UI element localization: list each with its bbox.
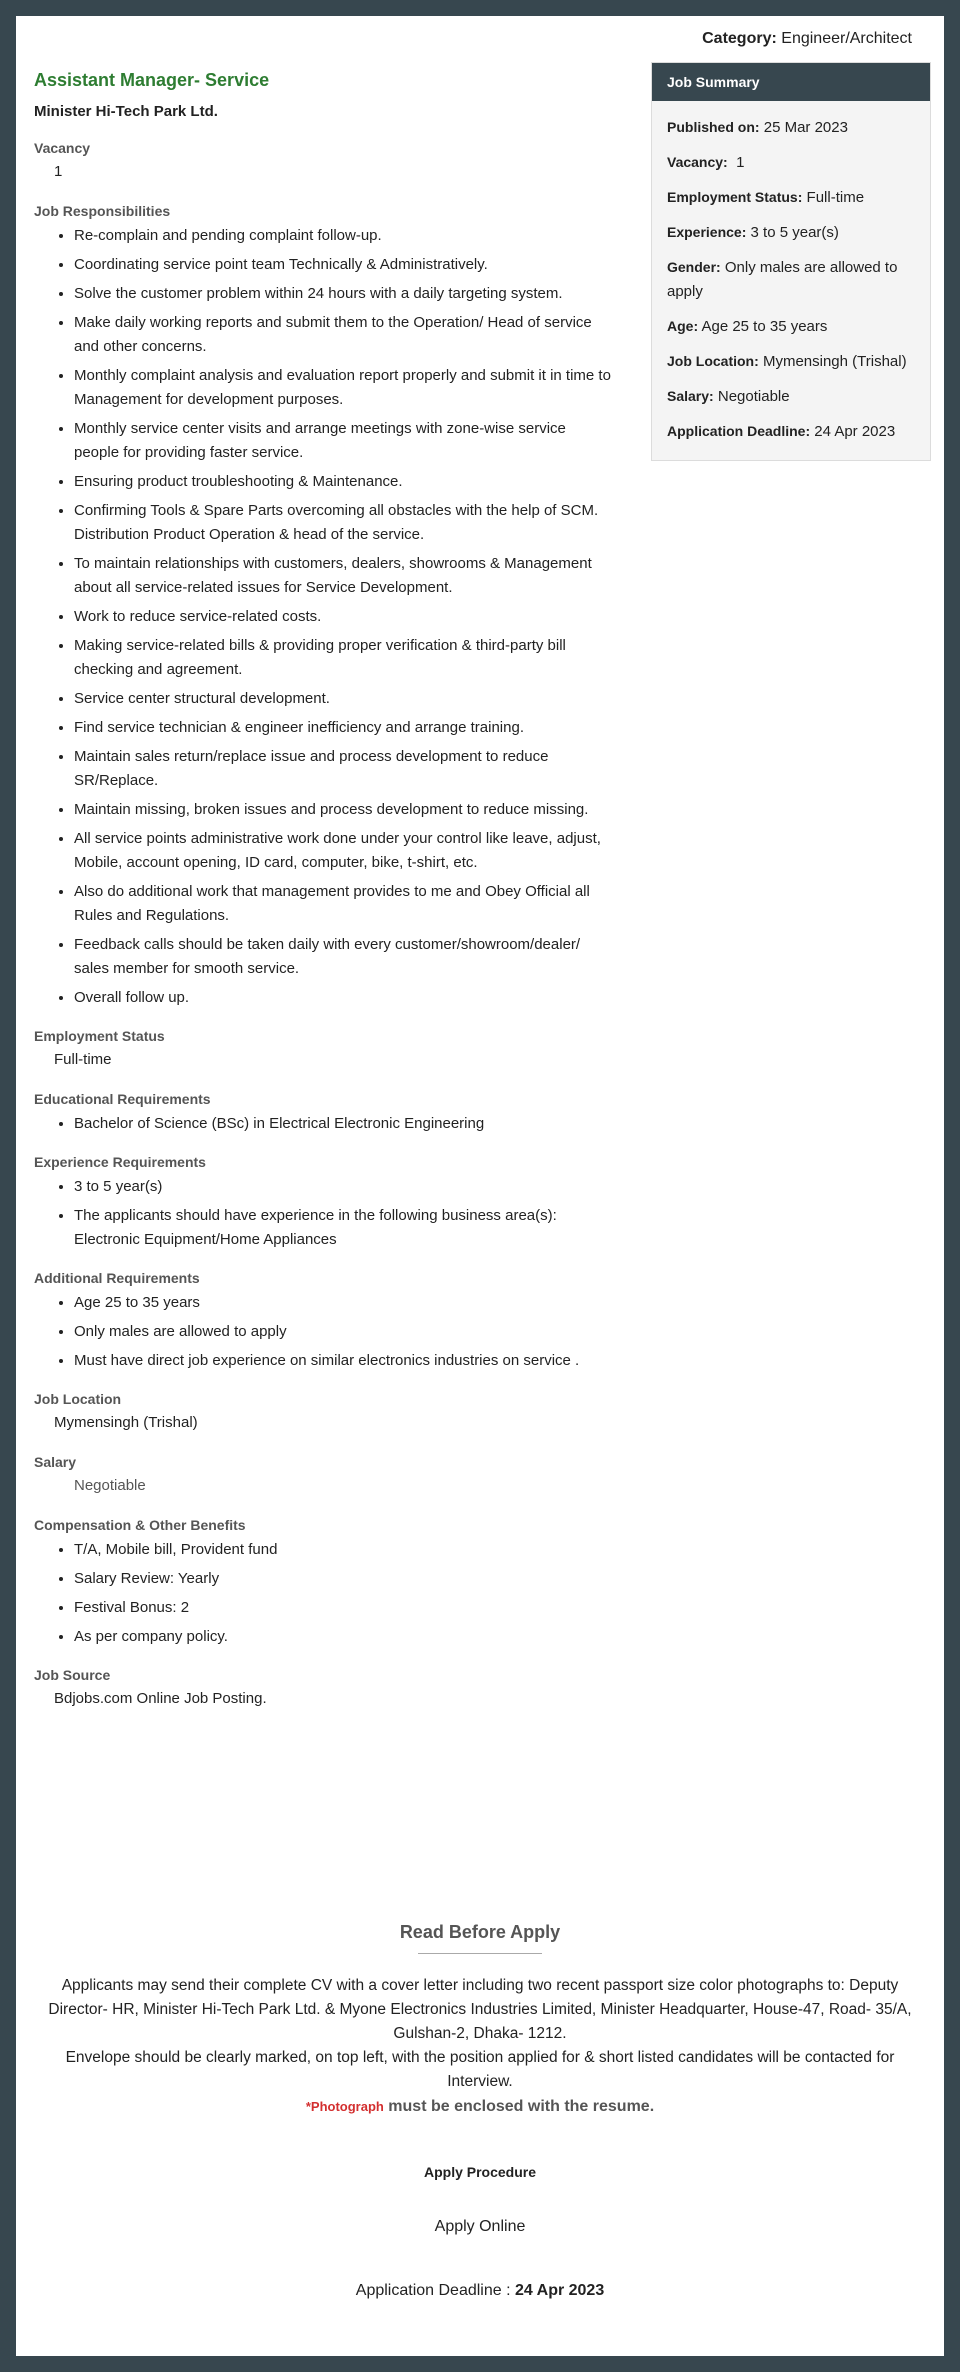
list-item: • Solve the customer problem within 24 hours with a daily targeting system. <box>74 282 614 306</box>
apply-procedure-heading: Apply Procedure <box>423 2164 537 2180</box>
photograph-label: *Photograph <box>305 2099 384 2114</box>
list-item: • Confirming Tools & Spare Parts overcoming all obstacles with the help of SCM. Distribution Product Operation & head of the service. <box>74 499 614 547</box>
benefits-heading: Compensation & Other Benefits <box>34 1517 246 1533</box>
summary-row-gender <box>667 255 915 304</box>
job-summary-heading: Job Summary <box>652 63 930 101</box>
experience-area-intro: The applicants should have experience in the following business area(s): <box>74 1207 557 1224</box>
list-item: • As per company policy. <box>74 1625 614 1649</box>
summary-row-vacancy <box>667 150 915 175</box>
summary-row-deadline <box>667 419 915 444</box>
summary-label: Published on: <box>667 119 760 135</box>
list-item: • T/A, Mobile bill, Provident fund <box>74 1538 614 1562</box>
envelope-instructions: Envelope should be clearly marked, on top left, with the position applied for & short listed candidates will be contacted for Interview. <box>65 2049 895 2090</box>
list-item: • Feedback calls should be taken daily with every customer/showroom/dealer/ sales member for smooth service. <box>74 933 614 981</box>
application-deadline <box>34 2282 926 2300</box>
summary-value: 3 to 5 year(s) <box>750 224 839 241</box>
company-name: Minister Hi-Tech Park Ltd. <box>34 103 218 120</box>
summary-label: Age: <box>667 318 699 334</box>
read-before-apply-heading: Read Before Apply <box>399 1922 561 1942</box>
list-item: • Age 25 to 35 years <box>74 1291 614 1315</box>
list-item: • To maintain relationships with customers, dealers, showrooms & Management about all service-related issues for Service Development. <box>74 552 614 600</box>
job-summary-panel <box>651 62 931 461</box>
summary-row-experience <box>667 220 915 245</box>
category-label: Category: <box>702 30 777 47</box>
summary-value: 1 <box>736 154 745 171</box>
divider <box>418 1953 542 1954</box>
job-details <box>34 70 614 1730</box>
job-title: Assistant Manager- Service <box>34 70 270 90</box>
list-item: • Must have direct job experience on similar electronics industries on service . <box>74 1349 614 1373</box>
summary-value: Negotiable <box>717 388 790 405</box>
experience-area-value: Electronic Equipment/Home Appliances <box>74 1231 337 1248</box>
list-item: • 3 to 5 year(s) <box>74 1175 614 1199</box>
job-posting-page <box>16 16 944 2356</box>
employment-status-value: Full-time <box>54 1051 112 1068</box>
summary-label: Experience: <box>667 224 747 240</box>
responsibilities-heading: Job Responsibilities <box>34 203 171 219</box>
list-item <box>74 1204 614 1252</box>
list-item: • Ensuring product troubleshooting & Maintenance. <box>74 470 614 494</box>
list-item: • Making service-related bills & providing proper verification & third-party bill checking and agreement. <box>74 634 614 682</box>
list-item: • Salary Review: Yearly <box>74 1567 614 1591</box>
deadline-value: 24 Apr 2023 <box>514 2282 605 2299</box>
list-item: • Overall follow up. <box>74 986 614 1010</box>
summary-label: Application Deadline: <box>667 423 811 439</box>
deadline-label: Application Deadline : <box>355 2282 511 2299</box>
experience-heading: Experience Requirements <box>34 1154 206 1170</box>
summary-value: 24 Apr 2023 <box>814 423 896 440</box>
summary-label: Gender: <box>667 259 721 275</box>
category-value: Engineer/Architect <box>781 30 912 47</box>
list-item: • Festival Bonus: 2 <box>74 1596 614 1620</box>
apply-instructions: Applicants may send their complete CV with a cover letter including two recent passport size color photographs to: Deputy Director- HR, Minister Hi-Tech Park Ltd. & Myone Electronics Industries Limited, Minister Headquarter, House-47, Road- 35/A, Gulshan-2, Dhaka- 1212. <box>48 1977 912 2042</box>
location-value: Mymensingh (Trishal) <box>54 1414 198 1431</box>
education-list <box>34 1112 614 1136</box>
job-summary-body <box>652 101 930 460</box>
category-line <box>702 30 912 48</box>
summary-label: Vacancy: <box>667 154 728 170</box>
salary-value: Negotiable <box>74 1477 146 1494</box>
read-before-apply-section <box>34 1922 926 2300</box>
list-item: • Service center structural development. <box>74 687 614 711</box>
summary-value: Full-time <box>806 189 865 206</box>
list-item: • Make daily working reports and submit them to the Operation/ Head of service and other concerns. <box>74 311 614 359</box>
list-item: • All service points administrative work done under your control like leave, adjust, Mobile, account opening, ID card, computer, bike, t-shirt, etc. <box>74 827 614 875</box>
summary-row-age <box>667 314 915 339</box>
summary-row-salary <box>667 384 915 409</box>
source-heading: Job Source <box>34 1667 111 1683</box>
additional-list <box>34 1291 614 1373</box>
education-heading: Educational Requirements <box>34 1091 211 1107</box>
photograph-note <box>34 2098 926 2116</box>
summary-row-employment-status <box>667 185 915 210</box>
summary-label: Employment Status: <box>667 189 803 205</box>
source-value: Bdjobs.com Online Job Posting. <box>54 1690 267 1707</box>
apply-online-text: Apply Online <box>434 2218 526 2235</box>
responsibilities-list <box>34 224 614 1010</box>
summary-row-published <box>667 115 915 140</box>
benefits-list <box>34 1538 614 1649</box>
list-item: • Bachelor of Science (BSc) in Electrical Electronic Engineering <box>74 1112 614 1136</box>
list-item: • Monthly complaint analysis and evaluation report properly and submit it in time to Management for development purposes. <box>74 364 614 412</box>
salary-heading: Salary <box>34 1454 77 1470</box>
list-item: • Maintain sales return/replace issue and process development to reduce SR/Replace. <box>74 745 614 793</box>
list-item: • Maintain missing, broken issues and process development to reduce missing. <box>74 798 614 822</box>
list-item: • Re-complain and pending complaint follow-up. <box>74 224 614 248</box>
summary-value: Mymensingh (Trishal) <box>762 353 907 370</box>
summary-label: Salary: <box>667 388 714 404</box>
vacancy-value: 1 <box>54 163 63 180</box>
location-heading: Job Location <box>34 1391 122 1407</box>
summary-value: 25 Mar 2023 <box>763 119 848 136</box>
vacancy-heading: Vacancy <box>34 140 91 156</box>
additional-heading: Additional Requirements <box>34 1270 200 1286</box>
summary-row-location <box>667 349 915 374</box>
list-item: • Also do additional work that management provides to me and Obey Official all Rules and Regulations. <box>74 880 614 928</box>
experience-list <box>34 1175 614 1252</box>
summary-value: Age 25 to 35 years <box>701 318 828 335</box>
summary-value: Only males are allowed to apply <box>667 259 898 300</box>
list-item: • Find service technician & engineer inefficiency and arrange training. <box>74 716 614 740</box>
summary-label: Job Location: <box>667 353 759 369</box>
photograph-text: must be enclosed with the resume. <box>388 2098 655 2115</box>
list-item: • Monthly service center visits and arrange meetings with zone-wise service people for providing faster service. <box>74 417 614 465</box>
employment-status-heading: Employment Status <box>34 1028 165 1044</box>
list-item: • Coordinating service point team Technically & Administratively. <box>74 253 614 277</box>
list-item: • Only males are allowed to apply <box>74 1320 614 1344</box>
list-item: • Work to reduce service-related costs. <box>74 605 614 629</box>
